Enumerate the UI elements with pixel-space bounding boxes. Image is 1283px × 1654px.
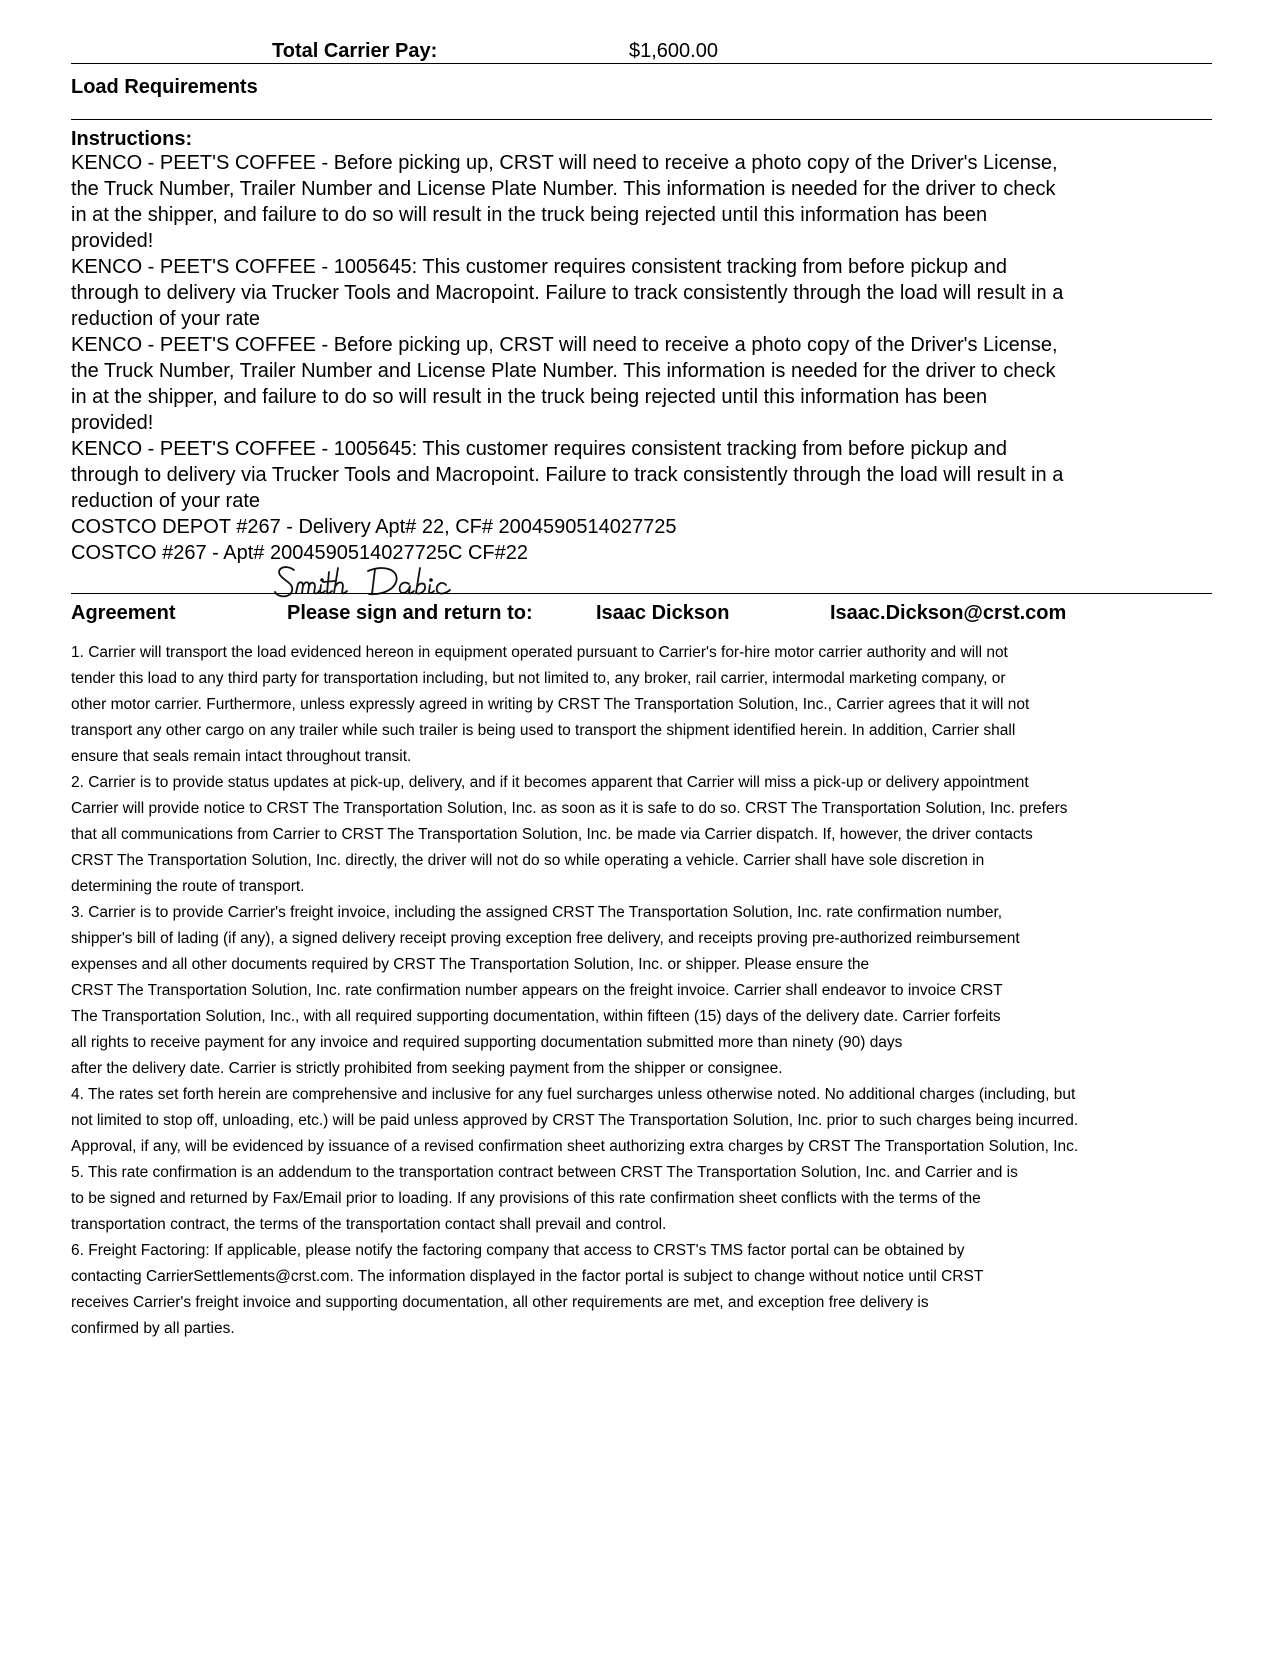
agreement-line: that all communications from Carrier to CRST The Transportation Solution, Inc. be made via Carrier dispatch. If, however, the driver contacts [71, 826, 1033, 843]
agreement-line: CRST The Transportation Solution, Inc. directly, the driver will not do so while operating a vehicle. Carrier shall have sole discretion in [71, 852, 985, 869]
agreement-line: expenses and all other documents required by CRST The Transportation Solution, Inc. or shipper. Please ensure the [71, 956, 870, 973]
divider [71, 63, 1212, 64]
agreement-line: 4. The rates set forth herein are comprehensive and inclusive for any fuel surcharges unless otherwise noted. No additional charges (including, but [71, 1086, 1076, 1103]
agreement-line: CRST The Transportation Solution, Inc. rate confirmation number appears on the freight invoice. Carrier shall endeavor to invoice CRST [71, 982, 1003, 999]
agreement-line: other motor carrier. Furthermore, unless expressly agreed in writing by CRST The Transportation Solution, Inc., Carrier agrees that it will not [71, 696, 1030, 713]
handwritten-signature [272, 560, 477, 604]
agreement-line: 5. This rate confirmation is an addendum to the transportation contract between CRST The Transportation Solution, Inc. and Carrier and is [71, 1164, 1018, 1181]
agreement-line: shipper's bill of lading (if any), a signed delivery receipt proving exception free delivery, and receipts proving pre-authorized reimbursement [71, 930, 1020, 947]
instruction-line: KENCO - PEET'S COFFEE - 1005645: This customer requires consistent tracking from before pickup and [71, 438, 1008, 460]
instruction-line: KENCO - PEET'S COFFEE - 1005645: This customer requires consistent tracking from before pickup and [71, 256, 1008, 278]
instruction-line: through to delivery via Trucker Tools and Macropoint. Failure to track consistently through the load will result in a [71, 282, 1064, 304]
instructions-body [71, 150, 1191, 566]
contact-email-link[interactable]: Isaac.Dickson@crst.com [830, 602, 1067, 624]
agreement-line: Approval, if any, will be evidenced by issuance of a revised confirmation sheet authorizing extra charges by CRST The Transportation Solution, Inc. [71, 1138, 1079, 1155]
agreement-line: not limited to stop off, unloading, etc.) will be paid unless approved by CRST The Transportation Solution, Inc. prior to such charges being incurred. [71, 1112, 1079, 1129]
agreement-line: 1. Carrier will transport the load evidenced hereon in equipment operated pursuant to Carrier's for-hire motor carrier authority and will not [71, 644, 1008, 661]
load-requirements-heading: Load Requirements [71, 76, 258, 98]
instruction-line: through to delivery via Trucker Tools and Macropoint. Failure to track consistently through the load will result in a [71, 464, 1064, 486]
contact-name: Isaac Dickson [596, 602, 730, 624]
instruction-line: reduction of your rate [71, 308, 260, 330]
agreement-line: ensure that seals remain intact throughout transit. [71, 748, 412, 765]
agreement-heading: Agreement [71, 602, 176, 624]
agreement-line: transport any other cargo on any trailer while such trailer is being used to transport the shipment identified herein. In addition, Carrier shall [71, 722, 1016, 739]
agreement-line: contacting CarrierSettlements@crst.com. The information displayed in the factor portal is subject to change without notice until CRST [71, 1268, 984, 1285]
instruction-line: KENCO - PEET'S COFFEE - Before picking up, CRST will need to receive a photo copy of the Driver's License, [71, 152, 1058, 174]
agreement-line: Carrier will provide notice to CRST The Transportation Solution, Inc. as soon as it is safe to do so. CRST The Transportation Solution, Inc. prefers [71, 800, 1068, 817]
signature-line [71, 593, 1212, 594]
instruction-line: provided! [71, 412, 154, 434]
agreement-line: confirmed by all parties. [71, 1320, 235, 1337]
agreement-line: to be signed and returned by Fax/Email prior to loading. If any provisions of this rate confirmation sheet conflicts with the terms of the [71, 1190, 981, 1207]
instruction-line: reduction of your rate [71, 490, 260, 512]
instructions-heading: Instructions: [71, 128, 193, 150]
agreement-line: receives Carrier's freight invoice and supporting documentation, all other requirements are met, and exception free delivery is [71, 1294, 929, 1311]
agreement-line: 3. Carrier is to provide Carrier's freight invoice, including the assigned CRST The Transportation Solution, Inc. rate confirmation number, [71, 904, 1003, 921]
agreement-line: 2. Carrier is to provide status updates at pick-up, delivery, and if it becomes apparent that Carrier will miss a pick-up or delivery appointment [71, 774, 1029, 791]
instruction-line: COSTCO DEPOT #267 - Delivery Apt# 22, CF# 2004590514027725 [71, 516, 677, 538]
instruction-line: COSTCO #267 - Apt# 2004590514027725C CF#22 [71, 542, 528, 564]
instruction-line: the Truck Number, Trailer Number and License Plate Number. This information is needed for the driver to check [71, 360, 1056, 382]
agreement-line: tender this load to any third party for transportation including, but not limited to, any broker, rail carrier, intermodal marketing company, or [71, 670, 1006, 687]
agreement-line: The Transportation Solution, Inc., with all required supporting documentation, within fifteen (15) days of the delivery date. Carrier forfeits [71, 1008, 1001, 1025]
instruction-line: KENCO - PEET'S COFFEE - Before picking up, CRST will need to receive a photo copy of the Driver's License, [71, 334, 1058, 356]
agreement-line: transportation contract, the terms of the transportation contact shall prevail and control. [71, 1216, 667, 1233]
total-carrier-pay-value: $1,600.00 [629, 40, 718, 62]
divider [71, 119, 1212, 120]
agreement-line: 6. Freight Factoring: If applicable, please notify the factoring company that access to CRST's TMS factor portal can be obtained by [71, 1242, 965, 1259]
instruction-line: in at the shipper, and failure to do so will result in the truck being rejected until this information has been [71, 204, 988, 226]
agreement-line: all rights to receive payment for any invoice and required supporting documentation submitted more than ninety (90) days [71, 1034, 903, 1051]
instruction-line: the Truck Number, Trailer Number and License Plate Number. This information is needed for the driver to check [71, 178, 1056, 200]
instruction-line: provided! [71, 230, 154, 252]
sign-and-return-label: Please sign and return to: [287, 602, 533, 624]
agreement-line: determining the route of transport. [71, 878, 305, 895]
agreement-terms [71, 640, 1211, 1342]
total-carrier-pay-label: Total Carrier Pay: [272, 40, 438, 62]
instruction-line: in at the shipper, and failure to do so will result in the truck being rejected until this information has been [71, 386, 988, 408]
agreement-line: after the delivery date. Carrier is strictly prohibited from seeking payment from the shipper or consignee. [71, 1060, 783, 1077]
